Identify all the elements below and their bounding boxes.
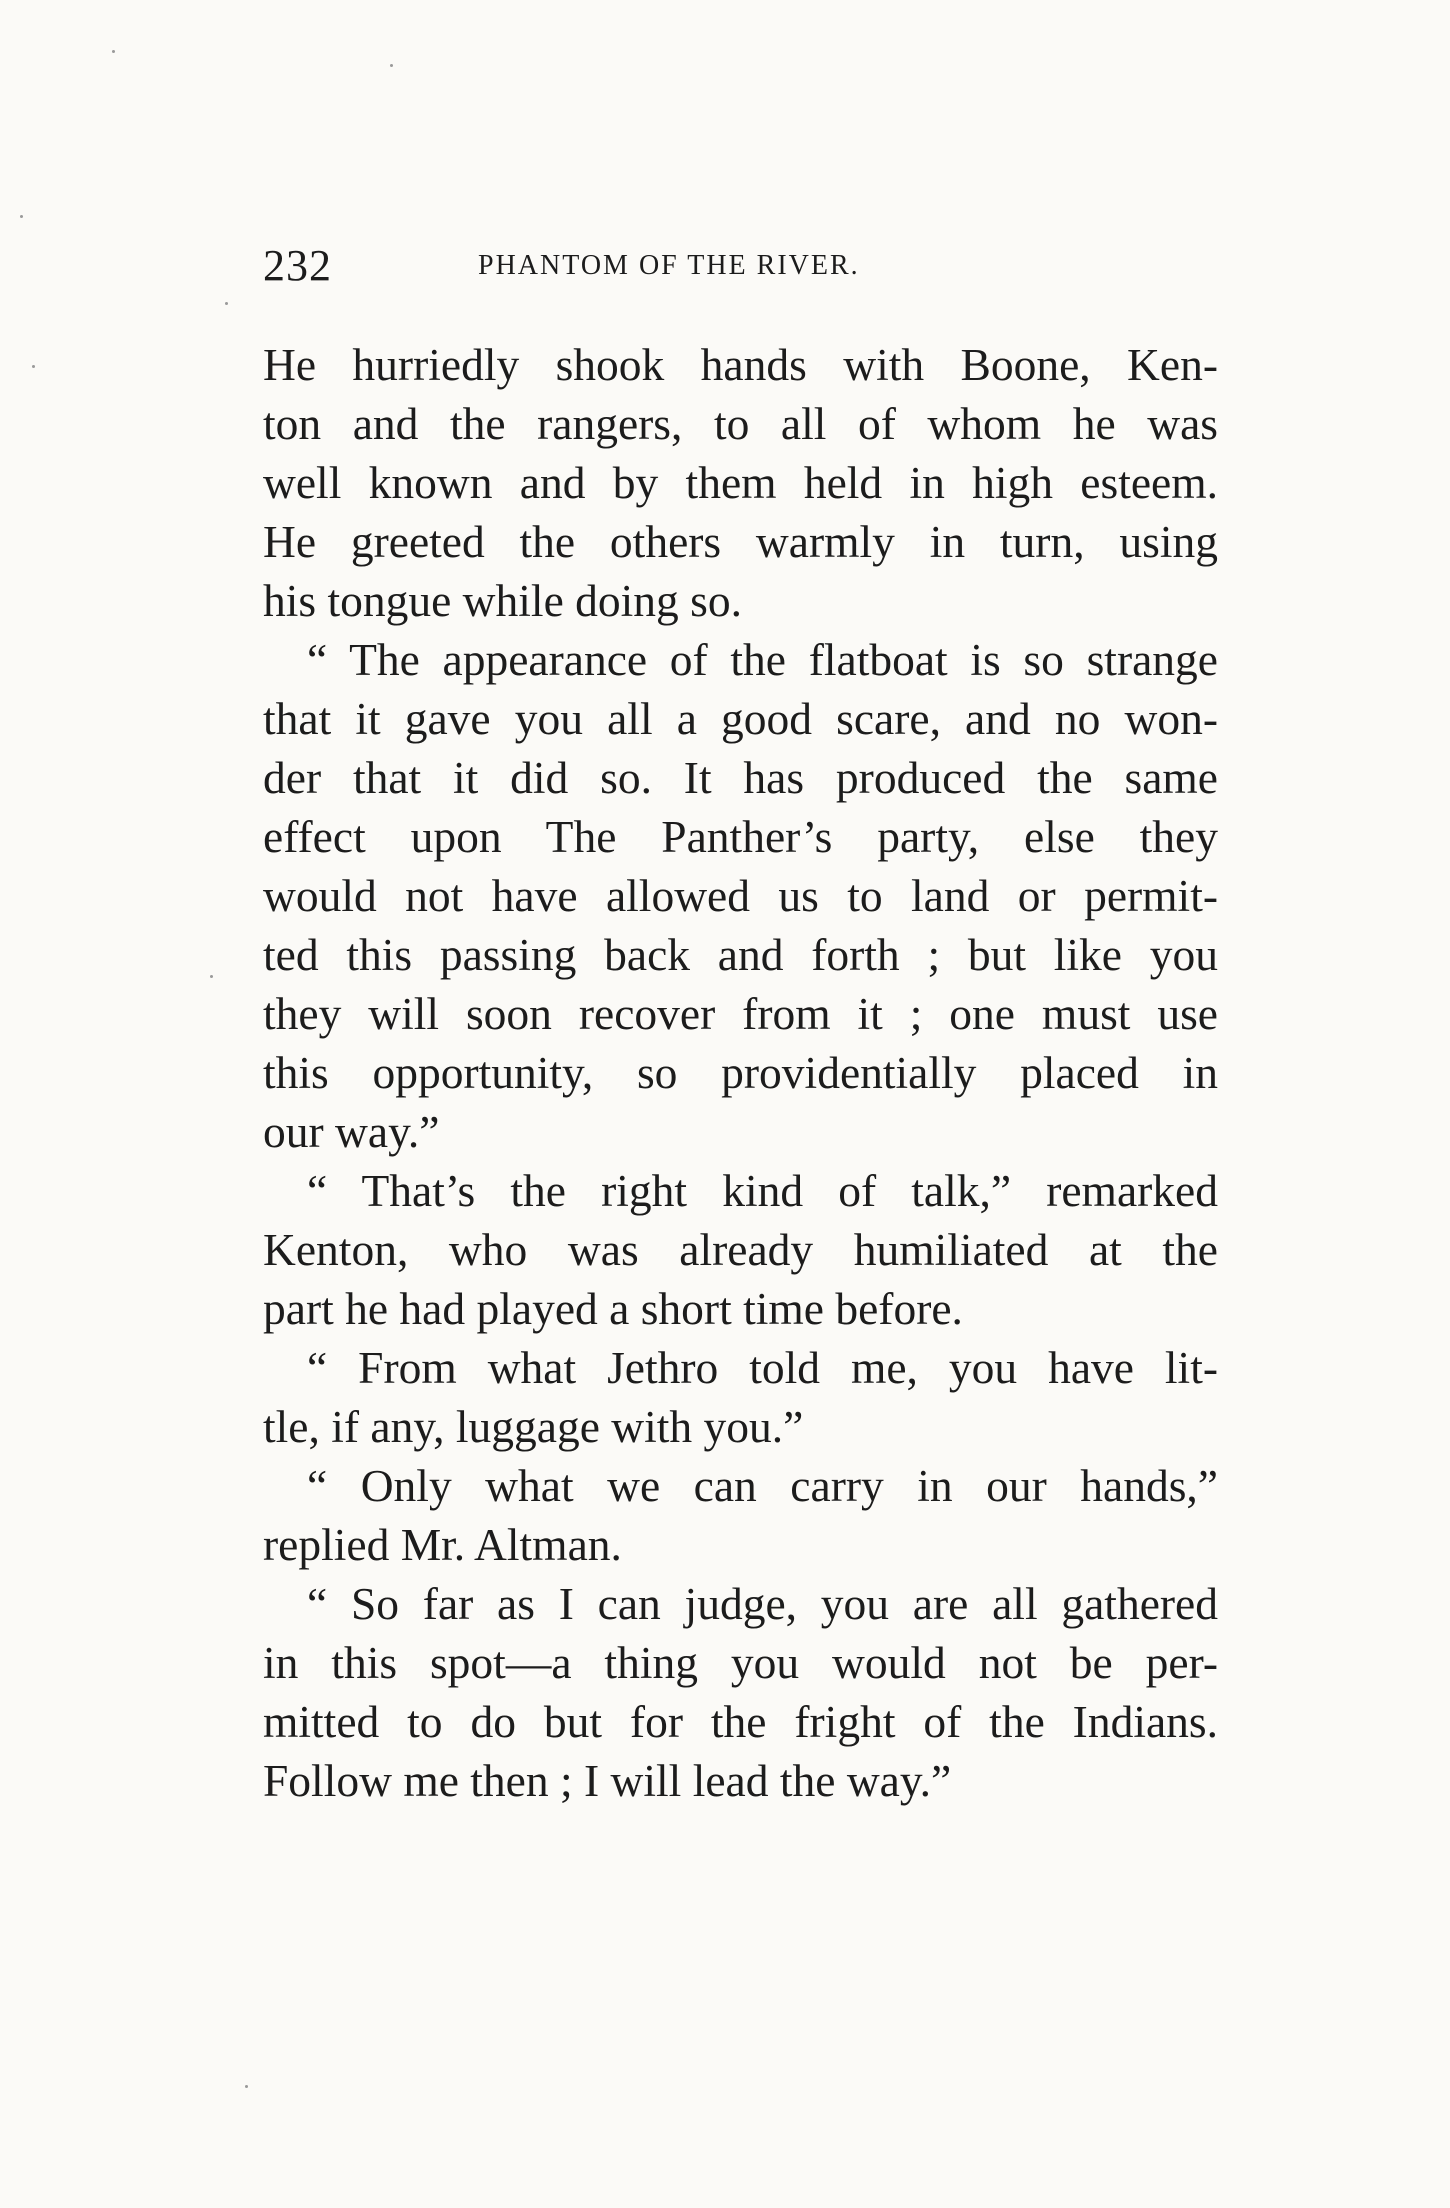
paragraph [263, 1574, 1218, 1810]
text-line: they will soon recover from it ; one must use [263, 988, 1218, 1039]
text-line: that it gave you all a good scare, and no won- [263, 693, 1218, 744]
text-line: his tongue while doing so. [263, 575, 742, 626]
paragraph [263, 1456, 1218, 1574]
text-line: mitted to do but for the fright of the Indians. [263, 1696, 1218, 1747]
text-line: would not have allowed us to land or permit- [263, 870, 1218, 921]
text-line: He greeted the others warmly in turn, using [263, 516, 1218, 567]
page-header [0, 240, 1450, 300]
text-line: “ So far as I can judge, you are all gathered [307, 1578, 1218, 1629]
text-line: effect upon The Panther’s party, else they [263, 811, 1218, 862]
text-line: He hurriedly shook hands with Boone, Ken- [263, 339, 1218, 390]
text-line: “ From what Jethro told me, you have lit- [307, 1342, 1218, 1393]
scan-speck [245, 2085, 248, 2088]
text-line: this opportunity, so providentially placed in [263, 1047, 1218, 1098]
text-line: der that it did so. It has produced the same [263, 752, 1218, 803]
paragraph [263, 335, 1218, 630]
paragraph [263, 1338, 1218, 1456]
text-line: tle, if any, luggage with you.” [263, 1401, 804, 1452]
text-line: “ Only what we can carry in our hands,” [307, 1460, 1218, 1511]
scan-speck [112, 50, 115, 53]
running-title: PHANTOM OF THE RIVER. [478, 250, 860, 281]
text-line: in this spot—a thing you would not be per- [263, 1637, 1218, 1688]
scan-speck [390, 64, 393, 67]
text-line: ted this passing back and forth ; but like you [263, 929, 1218, 980]
scan-speck [210, 975, 213, 978]
scan-speck [32, 365, 35, 368]
scan-speck [20, 215, 23, 218]
paragraph [263, 630, 1218, 1161]
page-number: 232 [263, 241, 332, 290]
text-line: “ That’s the right kind of talk,” remarked [307, 1165, 1218, 1216]
text-line: our way.” [263, 1106, 440, 1157]
text-line: well known and by them held in high esteem. [263, 457, 1218, 508]
text-line: replied Mr. Altman. [263, 1519, 622, 1570]
text-line: Kenton, who was already humiliated at the [263, 1224, 1218, 1275]
paragraph [263, 1161, 1218, 1338]
scan-speck [225, 302, 228, 305]
text-line: Follow me then ; I will lead the way.” [263, 1755, 952, 1806]
text-line: ton and the rangers, to all of whom he was [263, 398, 1218, 449]
text-line: part he had played a short time before. [263, 1283, 963, 1334]
text-line: “ The appearance of the flatboat is so strange [307, 634, 1218, 685]
body-text [263, 335, 1218, 1810]
